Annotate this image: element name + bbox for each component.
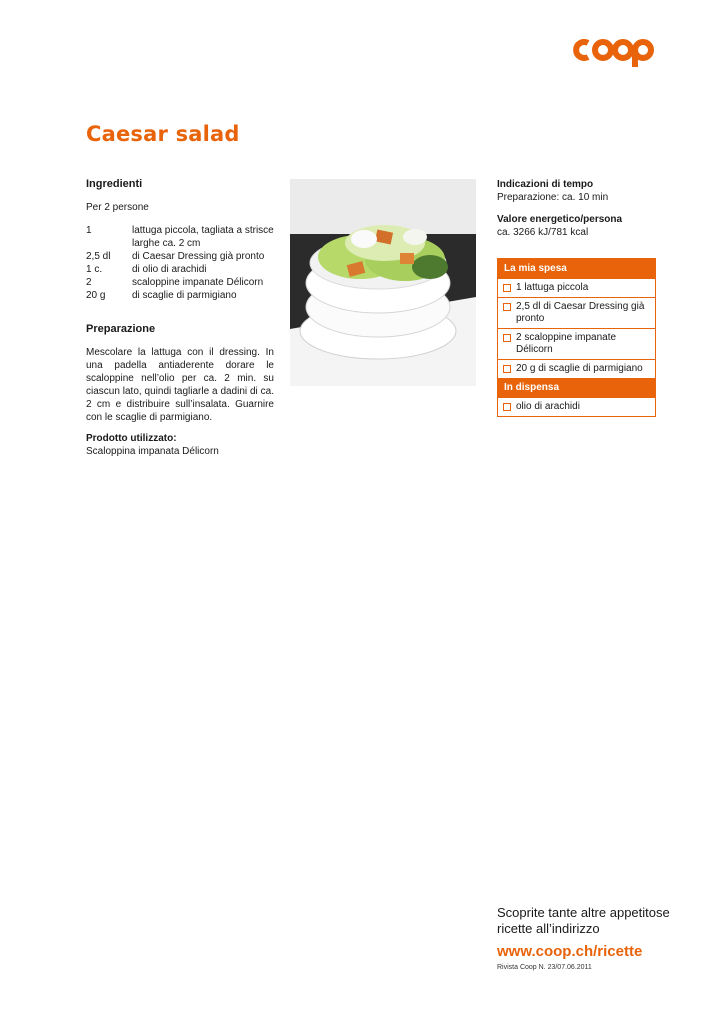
shopping-item[interactable]: [498, 359, 655, 378]
ingredient-desc: di Caesar Dressing già pronto: [132, 251, 265, 262]
preparation-text: Mescolare la lattuga con il dressing. In una padella antiaderente dorare le scaloppine nell’olio per ca. 2 min. su ciascun lato, quindi tagliarle a dadini di ca. 2 cm e distribuire sull’insalata. Guarnire con le scaglie di parmigiano.: [86, 347, 274, 423]
ingredient-row: [86, 263, 274, 276]
ingredient-row: [86, 276, 274, 289]
ingredient-qty: 1: [86, 225, 92, 236]
ingredient-row: [86, 250, 274, 263]
ingredient-qty: 2: [86, 277, 92, 288]
ingredient-desc: di scaglie di parmigiano: [132, 290, 237, 301]
checkbox-icon[interactable]: [503, 284, 511, 292]
shopping-item-label: 1 lattuga piccola: [516, 282, 589, 293]
footer-text: Scoprite tante altre appetitose ricette all’indirizzo: [497, 905, 670, 936]
pantry-item[interactable]: [498, 398, 655, 416]
shopping-item-label: 2,5 dl di Caesar Dressing già pronto: [516, 301, 645, 324]
issue-reference: Rivista Coop N. 23/07.06.2011: [497, 964, 592, 971]
shopping-item[interactable]: [498, 297, 655, 328]
ingredients-heading: Ingredienti: [86, 178, 143, 190]
checkbox-icon[interactable]: [503, 334, 511, 342]
ingredient-desc: di olio di arachidi: [132, 264, 207, 275]
ingredient-qty: 2,5 dl: [86, 251, 111, 262]
checkbox-icon[interactable]: [503, 303, 511, 311]
checkbox-icon[interactable]: [503, 403, 511, 411]
ingredient-row: [86, 224, 274, 250]
checkbox-icon[interactable]: [503, 365, 511, 373]
salad-photo: [290, 179, 476, 386]
ingredient-desc: scaloppine impanate Délicorn: [132, 277, 264, 288]
time-heading: Indicazioni di tempo: [497, 179, 594, 190]
shopping-item[interactable]: [498, 279, 655, 297]
energy-value: ca. 3266 kJ/781 kcal: [497, 227, 589, 238]
right-column: [497, 178, 657, 239]
recipe-title: Caesar salad: [86, 122, 240, 146]
pantry-item-label: olio di arachidi: [516, 401, 580, 412]
coop-logo: [568, 34, 658, 68]
pantry-heading: In dispensa: [498, 378, 655, 398]
footer-link[interactable]: www.coop.ch/ricette: [497, 943, 643, 960]
preparation-heading: Preparazione: [86, 323, 156, 335]
product-name: Scaloppina impanata Délicorn: [86, 446, 219, 457]
time-value: Preparazione: ca. 10 min: [497, 192, 609, 203]
energy-heading: Valore energetico/persona: [497, 214, 623, 225]
logo-text: coop: [568, 34, 571, 35]
left-column: [86, 178, 274, 458]
ingredient-qty: 1 c.: [86, 264, 103, 275]
shopping-item[interactable]: [498, 328, 655, 359]
product-heading: Prodotto utilizzato:: [86, 433, 177, 444]
ingredient-list: [86, 224, 274, 302]
shopping-heading: La mia spesa: [498, 259, 655, 279]
ingredient-qty: 20 g: [86, 290, 106, 301]
shopping-item-label: 2 scaloppine impanate Délicorn: [516, 332, 617, 355]
shopping-item-label: 20 g di scaglie di parmigiano: [516, 363, 643, 374]
shopping-list: [497, 258, 656, 417]
servings: Per 2 persone: [86, 202, 149, 213]
ingredient-row: [86, 289, 274, 302]
footer: [497, 905, 697, 971]
ingredient-desc: lattuga piccola, tagliata a strisce larghe ca. 2 cm: [132, 225, 274, 249]
